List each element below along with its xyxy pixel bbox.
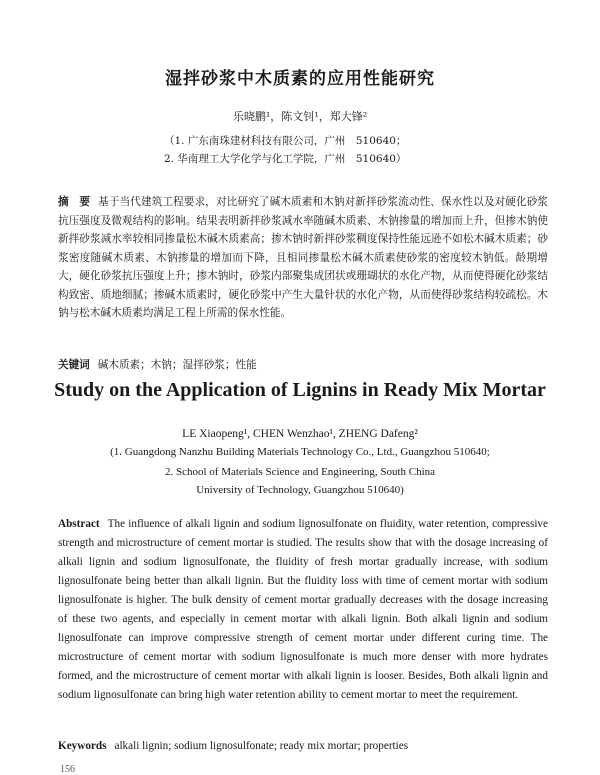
- page-number: 156: [60, 764, 75, 775]
- chinese-keywords-text: 碱木质素；木钠；湿拌砂浆；性能: [97, 359, 257, 371]
- chinese-abstract-text: 基于当代建筑工程要求，对比研究了碱木质素和木钠对新拌砂浆流动性、保水性以及对硬化砂浆抗压强度及微观结构的影响。结果表明新拌砂浆减水率随碱木质素、木钠掺量的增加而上升，但掺木钠使新拌砂浆减水率较相同掺量松木碱木质素高；掺木钠时新拌砂浆稠度保持性能远逊不如松木碱木质素；砂浆密度随碱木质素、木钠掺量的增加而下降，且相同掺量松木碱木质素使砂浆的密度较木钠低。龄期增大，硬化砂浆抗压强度上升；掺木钠时，砂浆内部聚集成团状或珊瑚状的水化产物，从而使得硬化砂浆结构致密、质地细腻；掺碱木质素时，硬化砂浆中产生大量针状的水化产物，从而使得砂浆结构较疏松。木钠与松木碱木质素均满足工程上所需的保水性能。: [58, 196, 549, 319]
- english-abstract-label: Abstract: [58, 518, 100, 530]
- chinese-keywords: [58, 356, 548, 374]
- english-authors: LE Xiaopeng¹, CHEN Wenzhao¹, ZHENG Dafeng²: [182, 428, 418, 440]
- english-keywords-label: Keywords: [58, 740, 107, 752]
- english-affiliation-1: (1. Guangdong Nanzhu Building Materials Technology Co., Ltd., Guangzhou 510640;: [110, 446, 490, 458]
- english-title: Study on the Application of Lignins in Ready Mix Mortar: [54, 379, 546, 401]
- english-affiliation-2: 2. School of Materials Science and Engineering, South China: [164, 466, 436, 478]
- english-keywords-text: alkali lignin; sodium lignosulfonate; ready mix mortar; properties: [114, 740, 409, 752]
- chinese-keywords-label: 关键词: [58, 359, 90, 371]
- chinese-abstract: [58, 193, 548, 323]
- chinese-authors: 乐晓鹏¹，陈文钊¹，郑大锋²: [232, 110, 368, 123]
- chinese-affiliation-2: 2. 华南理工大学化学与化工学院，广州 510640）: [164, 153, 407, 165]
- english-abstract-text: The influence of alkali lignin and sodium lignosulfonate on fluidity, water retention, compressive strength and microstructure of cement mortar is studied. The results show that with the dosage increasing of alkali lignin and sodium lignosulfonate, the fluidity of fresh mortar gradually increase, with sodium lignosulfonate being better than alkali lignin. But the fluidity loss with time of cement mortar with sodium lignosulfonate is higher. The bulk density of cement mortar gradually decreases with the dosage increasing of these two agents, and especially in cement mortar with alkali lignin. Both alkali lignin and sodium lignosulfonate can improve compressive strength of cement mortar under different curing time. The microstructure of cement mortar with sodium lignosulfonate is much more denser with more hydrates formed, and the microstructure of cement mortar with alkali lignin is looser. Besides, Both alkali lignin and sodium lignosulfonate can bring high water retention ability to cement mortar to meet the requirement.: [58, 518, 548, 701]
- chinese-abstract-label: 摘 要: [58, 196, 91, 208]
- english-abstract: [58, 515, 548, 705]
- english-affiliation-3: University of Technology, Guangzhou 510640): [196, 484, 404, 496]
- chinese-affiliation-1: （1. 广东南珠建材科技有限公司，广州 510640；: [164, 135, 407, 147]
- english-keywords: [58, 737, 548, 755]
- chinese-title: 湿拌砂浆中木质素的应用性能研究: [165, 69, 435, 89]
